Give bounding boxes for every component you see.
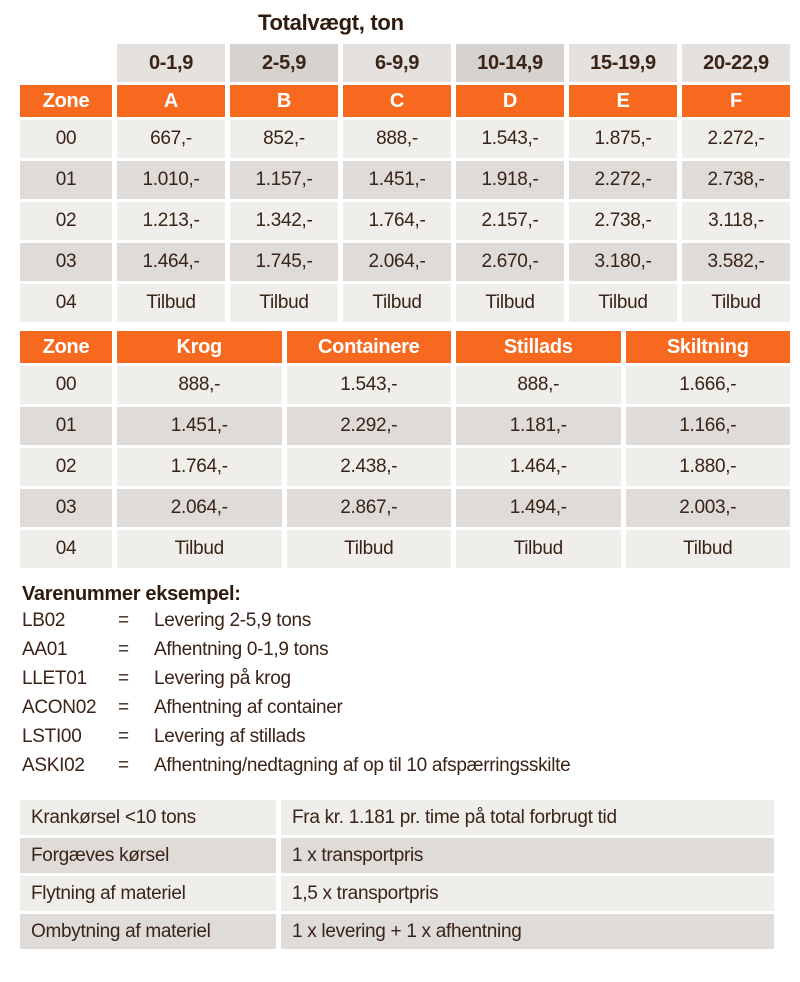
price-cell: Tilbud (117, 530, 282, 568)
price-cell: 1.745,- (230, 243, 338, 281)
item-code: LSTI00 (22, 725, 82, 747)
price-cell: 888,- (343, 120, 451, 158)
extra-charges-table (20, 800, 774, 949)
price-cell: 1.451,- (343, 161, 451, 199)
price-cell: 1.666,- (626, 366, 791, 404)
price-cell: 1.880,- (626, 448, 791, 486)
column-header-containere: Containere (287, 331, 452, 363)
column-header-krog: Krog (117, 331, 282, 363)
price-cell: 2.438,- (287, 448, 452, 486)
service-price-table (20, 331, 790, 568)
price-cell: 852,- (230, 120, 338, 158)
legend-row (22, 635, 800, 664)
item-description: Afhentning 0-1,9 tons (154, 638, 329, 660)
price-cell: Tilbud (230, 284, 338, 322)
price-cell: 3.118,- (682, 202, 790, 240)
price-cell: 1.494,- (456, 489, 621, 527)
price-cell: 3.582,- (682, 243, 790, 281)
price-cell: 1.166,- (626, 407, 791, 445)
price-cell: 2.064,- (117, 489, 282, 527)
weight-range-header: 0-1,9 (117, 44, 225, 82)
price-cell: 2.157,- (456, 202, 564, 240)
item-code: AA01 (22, 638, 68, 660)
price-cell: Tilbud (626, 530, 791, 568)
charge-label: Ombytning af materiel (20, 914, 276, 949)
price-cell: Tilbud (456, 530, 621, 568)
equals-sign: = (118, 638, 129, 660)
price-cell: 2.670,- (456, 243, 564, 281)
column-header-b: B (230, 85, 338, 117)
price-cell: Tilbud (456, 284, 564, 322)
equals-sign: = (118, 725, 129, 747)
price-cell: 3.180,- (569, 243, 677, 281)
price-cell: 2.272,- (682, 120, 790, 158)
equals-sign: = (118, 667, 129, 689)
legend-row (22, 664, 800, 693)
price-cell: 1.451,- (117, 407, 282, 445)
price-cell: 888,- (117, 366, 282, 404)
zone-cell: 04 (20, 530, 112, 568)
price-cell: 2.064,- (343, 243, 451, 281)
price-cell: Tilbud (117, 284, 225, 322)
item-code: ACON02 (22, 696, 97, 718)
equals-sign: = (118, 609, 129, 631)
price-cell: Tilbud (287, 530, 452, 568)
price-cell: 2.738,- (682, 161, 790, 199)
zone-cell: 00 (20, 366, 112, 404)
charge-value: 1 x levering + 1 x afhentning (281, 914, 774, 949)
zone-cell: 02 (20, 448, 112, 486)
price-cell: 1.181,- (456, 407, 621, 445)
price-cell: 1.213,- (117, 202, 225, 240)
weight-range-header: 2-5,9 (230, 44, 338, 82)
zone-cell: 00 (20, 120, 112, 158)
legend-row (22, 693, 800, 722)
column-header-a: A (117, 85, 225, 117)
zone-cell: 03 (20, 243, 112, 281)
column-header-c: C (343, 85, 451, 117)
price-cell: 667,- (117, 120, 225, 158)
price-cell: 1.157,- (230, 161, 338, 199)
charge-value: 1,5 x transportpris (281, 876, 774, 911)
price-cell: 1.342,- (230, 202, 338, 240)
price-cell: 888,- (456, 366, 621, 404)
price-cell: 1.010,- (117, 161, 225, 199)
zone-cell: 04 (20, 284, 112, 322)
zone-column-header: Zone (20, 331, 112, 363)
column-header-skiltning: Skiltning (626, 331, 791, 363)
corner-spacer (20, 44, 112, 82)
item-code: ASKI02 (22, 754, 85, 776)
item-code: LLET01 (22, 667, 87, 689)
zone-cell: 03 (20, 489, 112, 527)
equals-sign: = (118, 754, 129, 776)
item-description: Afhentning/nedtagning af op til 10 afspærringsskilte (154, 754, 571, 776)
price-cell: 1.918,- (456, 161, 564, 199)
price-cell: 1.875,- (569, 120, 677, 158)
price-cell: Tilbud (682, 284, 790, 322)
zone-cell: 01 (20, 161, 112, 199)
legend-heading: Varenummer eksempel: (22, 583, 241, 605)
charge-label: Krankørsel <10 tons (20, 800, 276, 835)
item-description: Levering af stillads (154, 725, 306, 747)
weight-range-header: 15-19,9 (569, 44, 677, 82)
price-cell: 1.764,- (117, 448, 282, 486)
zone-cell: 01 (20, 407, 112, 445)
charge-value: 1 x transportpris (281, 838, 774, 873)
price-cell: 1.543,- (456, 120, 564, 158)
charge-label: Flytning af materiel (20, 876, 276, 911)
price-cell: 1.543,- (287, 366, 452, 404)
weight-range-header: 6-9,9 (343, 44, 451, 82)
page-title: Totalvægt, ton (258, 10, 404, 35)
equals-sign: = (118, 696, 129, 718)
price-cell: Tilbud (569, 284, 677, 322)
price-cell: 2.292,- (287, 407, 452, 445)
item-code: LB02 (22, 609, 66, 631)
price-cell: 2.272,- (569, 161, 677, 199)
weight-range-header: 20-22,9 (682, 44, 790, 82)
column-header-f: F (682, 85, 790, 117)
item-description: Levering 2-5,9 tons (154, 609, 311, 631)
zone-cell: 02 (20, 202, 112, 240)
column-header-d: D (456, 85, 564, 117)
price-cell: 2.738,- (569, 202, 677, 240)
price-cell: 2.867,- (287, 489, 452, 527)
price-cell: 1.464,- (456, 448, 621, 486)
legend-row (22, 606, 800, 635)
column-header-e: E (569, 85, 677, 117)
legend-row (22, 751, 800, 780)
item-description: Levering på krog (154, 667, 291, 689)
item-description: Afhentning af container (154, 696, 343, 718)
zone-column-header: Zone (20, 85, 112, 117)
weight-price-table (20, 44, 790, 322)
column-header-stillads: Stillads (456, 331, 621, 363)
price-cell: 2.003,- (626, 489, 791, 527)
varenummer-legend (22, 583, 800, 780)
price-cell: 1.764,- (343, 202, 451, 240)
charge-label: Forgæves kørsel (20, 838, 276, 873)
price-cell: 1.464,- (117, 243, 225, 281)
weight-range-header: 10-14,9 (456, 44, 564, 82)
charge-value: Fra kr. 1.181 pr. time på total forbrugt tid (281, 800, 774, 835)
price-cell: Tilbud (343, 284, 451, 322)
legend-row (22, 722, 800, 751)
